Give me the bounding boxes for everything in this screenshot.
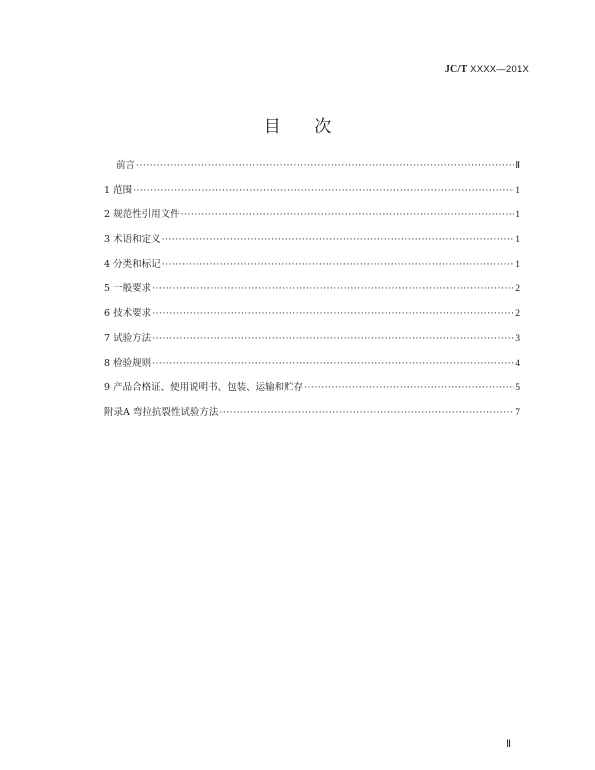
- toc-entry-page: 7: [515, 407, 520, 418]
- leader-dots: [181, 209, 515, 220]
- toc-entry-page: 1: [515, 210, 520, 221]
- leader-dots: [152, 333, 514, 344]
- toc-entry-terms-definitions[interactable]: [104, 231, 520, 256]
- toc-entry-technical-requirements[interactable]: [104, 305, 520, 330]
- toc-entry-certificate-packaging[interactable]: [104, 379, 520, 404]
- toc-entry-page: Ⅱ: [515, 161, 520, 171]
- toc-entry-label: 8 检验规则: [104, 357, 152, 369]
- standard-prefix: JC/T: [444, 64, 468, 75]
- leader-dots: [152, 283, 514, 294]
- toc-entry-page: 3: [515, 333, 520, 344]
- toc-entry-foreword[interactable]: [104, 157, 520, 182]
- toc-entry-inspection-rules[interactable]: [104, 355, 520, 380]
- toc-entry-page: 1: [515, 235, 520, 246]
- leader-dots: [133, 185, 514, 196]
- leader-dots: [162, 259, 515, 270]
- toc-entry-page: 2: [515, 284, 520, 295]
- leader-dots: [304, 382, 514, 393]
- toc-entry-label: 5 一般要求: [104, 283, 152, 295]
- leader-dots: [136, 160, 514, 171]
- page-number: Ⅱ: [506, 739, 511, 750]
- toc-entry-appendix-a[interactable]: [104, 404, 520, 429]
- toc-entry-page: 2: [515, 309, 520, 320]
- standard-code: [445, 64, 529, 75]
- toc-entry-label: 6 技术要求: [104, 308, 152, 320]
- toc-entry-label: 前言: [116, 160, 136, 171]
- toc-entry-test-methods[interactable]: [104, 330, 520, 355]
- table-of-contents: [104, 157, 520, 429]
- toc-entry-label: 7 试验方法: [104, 332, 152, 344]
- toc-entry-label: 9 产品合格证、使用说明书、包装、运输和贮存: [104, 382, 304, 394]
- toc-entry-label: 附录A 弯拉抗裂性试验方法: [104, 406, 219, 418]
- toc-entry-page: 1: [515, 185, 520, 196]
- toc-entry-label: 1 范围: [104, 184, 133, 196]
- standard-number: XXXX—201X: [467, 64, 529, 75]
- toc-entry-label: 3 术语和定义: [104, 234, 161, 246]
- toc-entry-page: 1: [515, 259, 520, 270]
- leader-dots: [152, 308, 514, 319]
- leader-dots: [152, 358, 514, 369]
- toc-entry-general-requirements[interactable]: [104, 280, 520, 305]
- toc-entry-label: 2 规范性引用文件: [104, 209, 180, 221]
- toc-entry-scope[interactable]: [104, 182, 520, 207]
- toc-entry-normative-references[interactable]: [104, 206, 520, 231]
- leader-dots: [219, 407, 514, 418]
- toc-entry-classification-marking[interactable]: [104, 256, 520, 281]
- toc-entry-page: 5: [515, 383, 520, 394]
- toc-title: 目 次: [263, 117, 346, 137]
- toc-entry-label: 4 分类和标记: [104, 258, 161, 270]
- toc-entry-page: 4: [515, 358, 520, 369]
- leader-dots: [162, 234, 515, 245]
